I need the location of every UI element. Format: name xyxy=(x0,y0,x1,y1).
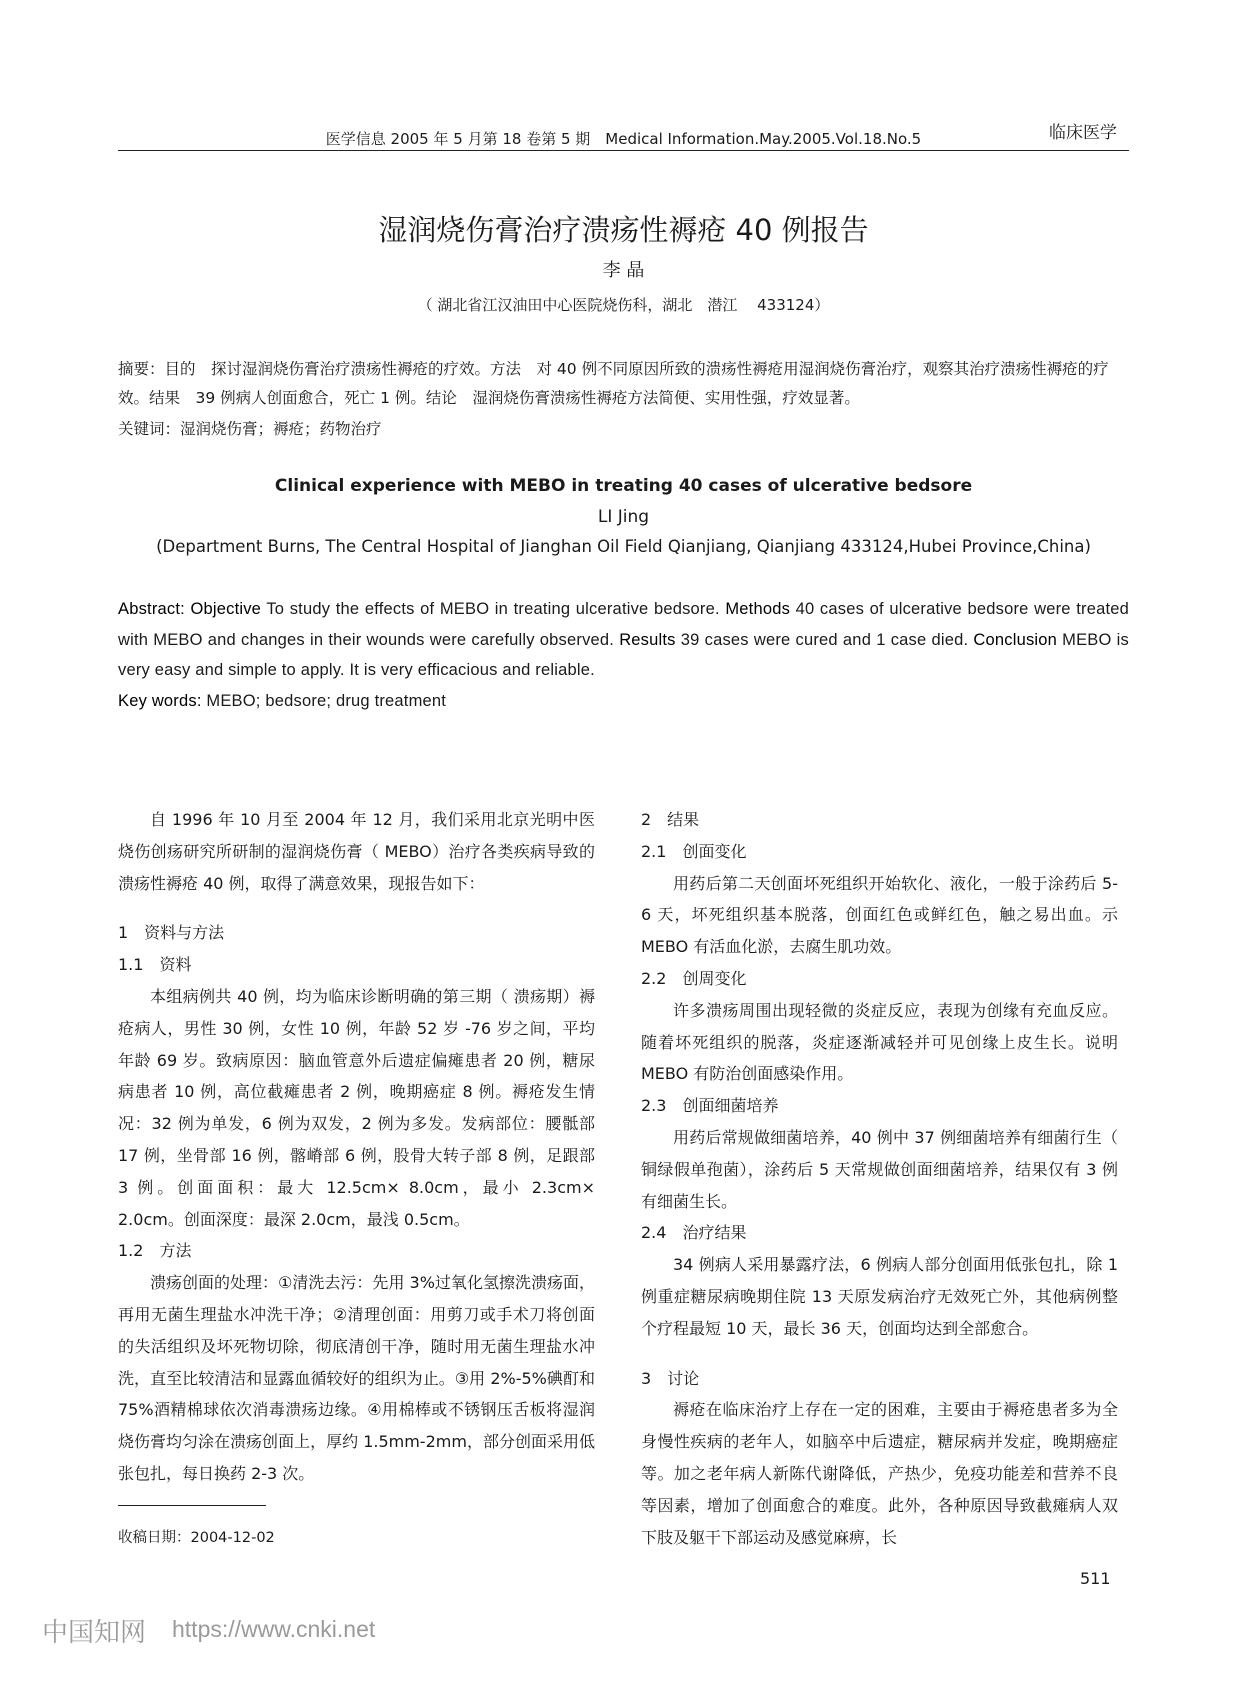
right-column xyxy=(641,804,1118,1553)
body-paragraph: 本组病例共 40 例，均为临床诊断明确的第三期（ 溃疡期）褥疮病人，男性 30 例，女性 10 例，年龄 52 岁 -76 岁之间，平均年龄 69 岁。致病原因：脑血管意外后遗症偏瘫患者 20 例，糖尿病患者 10 例，高位截瘫患者 2 例，晚期癌症 8 例。褥疮发生情况：32 例为单发，6 例为双发，2 例为多发。发病部位：腰骶部 17 例，坐骨部 16 例，髂嵴部 6 例，股骨大转子部 8 例，足跟部 3 例。创面面积：最大 12.5cm× 8.0cm，最小 2.3cm× 2.0cm。创面深度：最深 2.0cm，最浅 0.5cm。 xyxy=(118,986,595,1229)
author: 李 晶 xyxy=(602,260,645,281)
body-paragraph: 自 1996 年 10 月至 2004 年 12 月，我们采用北京光明中医烧伤创疡研究所研制的湿润烧伤膏（ MEBO）治疗各类疾病导致的溃疡性褥疮 40 例，取得了满意效果，现报告如下： xyxy=(118,810,595,893)
section-heading: 2.3 创面细菌培养 xyxy=(641,1096,779,1116)
body-paragraph: 褥疮在临床治疗上存在一定的困难，主要由于褥疮患者多为全身慢性疾病的老年人，如脑卒中后遗症，糖尿病并发症，晚期癌症等。加之老年病人新陈代谢降低，产热少，免疫功能差和营养不良等因素，增加了创面愈合的难度。此外，各种原因导致截瘫病人双下肢及躯干下部运动及感觉麻痹，长 xyxy=(641,1400,1118,1547)
section-heading: 1.1 资料 xyxy=(118,955,192,975)
section-heading: 1 资料与方法 xyxy=(118,923,225,943)
abstract-en xyxy=(118,594,1129,716)
page-number: 511 xyxy=(1080,1569,1111,1588)
article-title: 湿润烧伤膏治疗溃疡性褥疮 40 例报告 xyxy=(378,213,869,247)
keywords-label: Key words: xyxy=(118,691,202,710)
journal-header: 医学信息 2005 年 5 月第 18 卷第 5 期 Medical Information.May.2005.Vol.18.No.5 xyxy=(325,130,922,148)
affiliation: （ 湖北省江汉油田中心医院烧伤科，湖北 潜江 433124） xyxy=(417,296,830,314)
footnote-rule xyxy=(118,1505,266,1506)
body-paragraph: 许多溃疡周围出现轻微的炎症反应，表现为创缘有充血反应。随着坏死组织的脱落，炎症逐渐减轻并可见创缘上皮生长。说明 MEBO 有防治创面感染作用。 xyxy=(641,1000,1118,1084)
section-heading: 2.4 治疗结果 xyxy=(641,1223,747,1243)
conclusion-label: Conclusion xyxy=(973,630,1058,649)
abstract-cn: 摘要：目的 探讨湿润烧伤膏治疗溃疡性褥疮的疗效。方法 对 40 例不同原因所致的溃疡性褥疮用湿润烧伤膏治疗，观察其治疗溃疡性褥疮的疗效。结果 39 例病人创面愈合，死亡 1 例。结论 湿润烧伤膏溃疡性褥疮方法简便、实用性强，疗效显著。 xyxy=(118,360,1109,407)
section-tag: 临床医学 xyxy=(1049,123,1117,143)
english-author: LI Jing xyxy=(597,507,650,527)
received-date: 收稿日期：2004-12-02 xyxy=(118,1530,275,1546)
header-rule xyxy=(118,150,1129,151)
section-heading: 1.2 方法 xyxy=(118,1241,192,1261)
section-heading: 2 结果 xyxy=(641,810,700,829)
left-column xyxy=(118,804,595,1490)
watermark-url: https://www.cnki.net xyxy=(172,1616,376,1642)
english-affiliation: (Department Burns, The Central Hospital of Jianghan Oil Field Qianjiang, Qianjiang 433124,Hubei Province,China) xyxy=(156,537,1091,556)
abstract-label: Abstract: xyxy=(118,600,185,618)
body-paragraph: 用药后常规做细菌培养，40 例中 37 例细菌培养有细菌行生（ 铜绿假单孢菌），涂药后 5 天常规做创面细菌培养，结果仅有 3 例有细菌生长。 xyxy=(641,1127,1118,1211)
section-heading: 2.2 创周变化 xyxy=(641,968,747,988)
section-heading: 2.1 创面变化 xyxy=(641,841,747,861)
objective-label: Objective xyxy=(190,600,262,618)
results-label: Results xyxy=(619,630,676,649)
section-heading: 3 讨论 xyxy=(641,1368,700,1388)
conclusion-text: MEBO is very easy and simple to apply. It is very efficacious and reliable. xyxy=(118,630,1129,679)
methods-text: 40 cases of ulcerative bedsore were treated with MEBO and changes in their wounds were carefully observed. xyxy=(118,600,1129,649)
results-text: 39 cases were cured and 1 case died. xyxy=(675,630,974,649)
english-title: Clinical experience with MEBO in treating 40 cases of ulcerative bedsore xyxy=(274,476,973,496)
methods-label: Methods xyxy=(725,600,791,618)
keywords-text: MEBO; bedsore; drug treatment xyxy=(201,691,447,710)
body-paragraph: 用药后第二天创面坏死组织开始软化、液化，一般于涂药后 5-6 天，坏死组织基本脱落，创面红色或鲜红色，触之易出血。示 MEBO 有活血化淤，去腐生肌功效。 xyxy=(641,873,1118,957)
objective-text: To study the effects of MEBO in treating ulcerative bedsore. xyxy=(261,600,726,618)
keywords-cn: 关键词：湿润烧伤膏；褥疮；药物治疗 xyxy=(118,420,382,438)
body-paragraph: 34 例病人采用暴露疗法，6 例病人部分创面用低张包扎，除 1 例重症糖尿病晚期住院 13 天原发病治疗无效死亡外，其他病例整个疗程最短 10 天，最长 36 天，创面均达到全部愈合。 xyxy=(641,1255,1118,1338)
body-paragraph: 溃疡创面的处理：①清洗去污：先用 3%过氧化氢擦洗溃疡面，再用无菌生理盐水冲洗干净；②清理创面：用剪刀或手术刀将创面的失活组织及坏死物切除，彻底清创干净，随时用无菌生理盐水冲洗，直至比较清洁和显露血循较好的组织为止。③用 2%-5%碘酊和 75%酒精棉球依次消毒溃疡边缘。④用棉棒或不锈钢压舌板将湿润烧伤膏均匀涂在溃疡创面上，厚约 1.5mm-2mm，部分创面采用低张包扎，每日换药 2-3 次。 xyxy=(118,1273,595,1483)
watermark-brand: 中国知网 xyxy=(42,1618,147,1648)
